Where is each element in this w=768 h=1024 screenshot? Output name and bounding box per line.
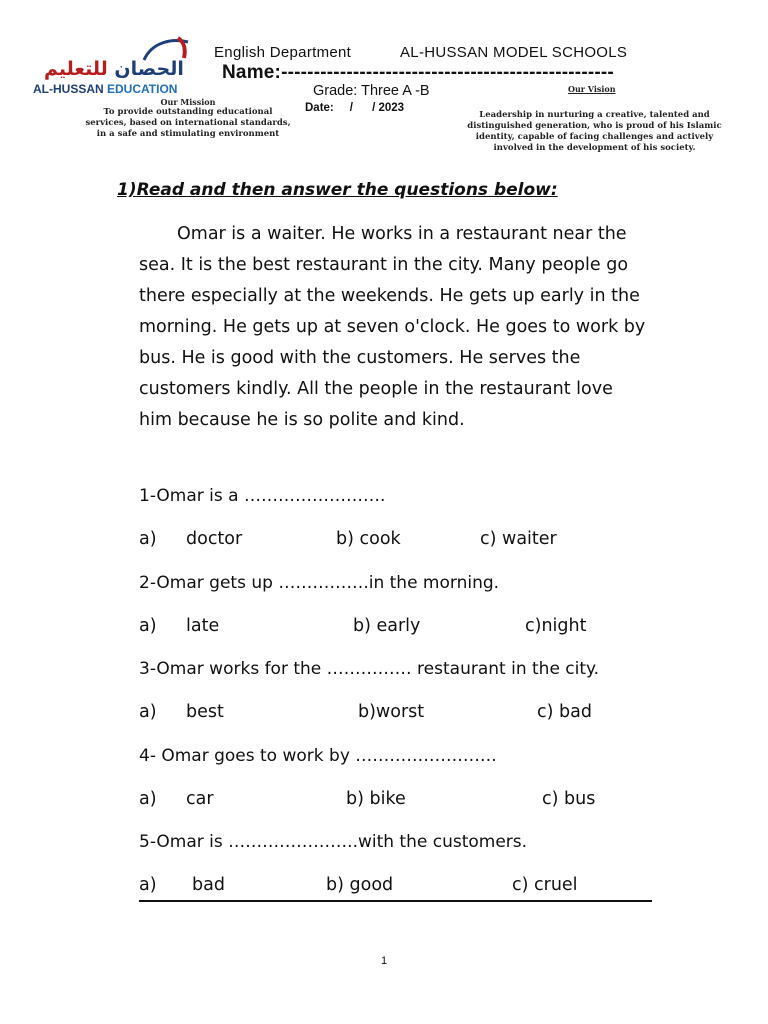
question-3: 3-Omar works for the …………… restaurant in the city. (139, 659, 600, 679)
logo-english-text (33, 82, 177, 96)
question-4: 4- Omar goes to work by ……………………. (139, 746, 497, 766)
question-1-option-a[interactable]: doctor (186, 529, 243, 549)
question-4-option-a-label: a) (139, 789, 157, 809)
mission-text: To provide outstanding educational services, based on international standards, in a safe and stimulating environment (85, 107, 291, 139)
question-4-option-b[interactable]: b) bike (346, 789, 406, 809)
question-3-option-a[interactable]: best (186, 702, 224, 722)
question-1-option-c[interactable]: c) waiter (480, 529, 557, 549)
question-2-option-a[interactable]: late (186, 616, 220, 636)
question-2-option-c[interactable]: c)night (525, 616, 587, 636)
exercise-instruction: 1)Read and then answer the questions below: (117, 180, 558, 200)
question-1-option-b[interactable]: b) cook (336, 529, 401, 549)
question-5: 5-Omar is …………………..with the customers. (139, 832, 528, 852)
reading-passage: Omar is a waiter. He works in a restaurant near the sea. It is the best restaurant in the city. Many people go there especially at the weekends. He gets up early in the morning. He gets up at seven o'clock. He goes to work by bus. He is good with the customers. He serves the customers kindly. All the people in the restaurant love him because he is so polite and kind. (139, 224, 646, 430)
question-2-option-a-label: a) (139, 616, 157, 636)
page-number: 1 (380, 955, 388, 967)
department-label: English Department (214, 44, 352, 61)
mission-title: Our Mission (160, 97, 216, 107)
question-5-option-a-label: a) (139, 875, 157, 895)
logo-arabic-text (44, 58, 184, 80)
vision-text: Leadership in nurturing a creative, talented and distinguished generation, who is proud of his Islamic identity, capable of facing challenges and actively involved in the development of his society. (467, 110, 722, 153)
logo-english-word-2: EDUCATION (107, 82, 178, 96)
question-3-option-c[interactable]: c) bad (537, 702, 592, 722)
question-4-option-a[interactable]: car (186, 789, 214, 809)
question-2: 2-Omar gets up …………….in the morning. (139, 573, 500, 593)
question-1: 1-Omar is a ……………………. (139, 486, 386, 506)
question-5-option-c[interactable]: c) cruel (512, 875, 578, 895)
question-2-option-b[interactable]: b) early (353, 616, 421, 636)
question-5-option-b[interactable]: b) good (326, 875, 394, 895)
logo-arabic-word-1: الحصان (114, 58, 184, 80)
vision-title: Our Vision (568, 84, 616, 94)
logo-english-word-1: AL-HUSSAN (33, 82, 104, 96)
question-4-option-c[interactable]: c) bus (542, 789, 596, 809)
question-3-option-b[interactable]: b)worst (358, 702, 425, 722)
question-3-option-a-label: a) (139, 702, 157, 722)
school-logo (30, 36, 192, 96)
question-5-option-a[interactable]: bad (192, 875, 225, 895)
school-name: AL-HUSSAN MODEL SCHOOLS (400, 44, 628, 61)
bottom-rule-divider (139, 900, 652, 902)
grade-label: Grade: Three A -B (313, 83, 430, 99)
student-name-field[interactable]: Name:--------------------------------------------------- (222, 62, 614, 83)
logo-arabic-word-2: للتعليم (44, 58, 108, 80)
question-1-option-a-label: a) (139, 529, 157, 549)
date-field[interactable]: Date: / / 2023 (305, 102, 405, 114)
